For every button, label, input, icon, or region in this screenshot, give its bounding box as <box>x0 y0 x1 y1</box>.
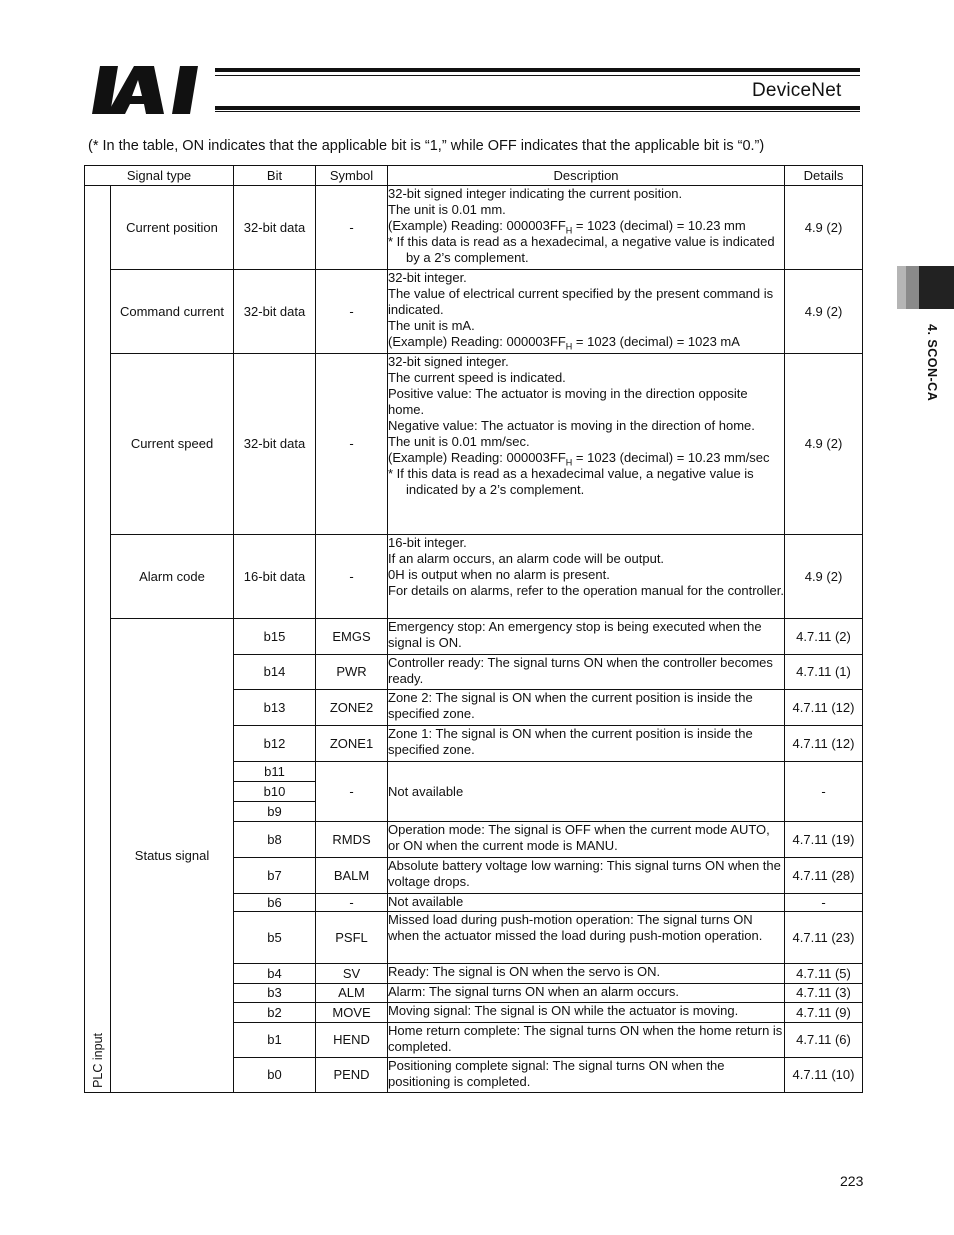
description-cell: Emergency stop: An emergency stop is being executed when the signal is ON. <box>388 619 785 655</box>
bit-cell: b5 <box>234 912 316 964</box>
description-line: The current speed is indicated. <box>388 370 566 385</box>
bit-cell: b13 <box>234 690 316 726</box>
bit-cell: b2 <box>234 1003 316 1023</box>
details-cell: 4.7.11 (10) <box>785 1058 863 1093</box>
bit-cell: b6 <box>234 894 316 912</box>
example-suffix: = 1023 (decimal) = 10.23 mm/sec <box>572 450 770 465</box>
table-row <box>85 535 863 619</box>
chapter-label: 4. SCON-CA <box>925 324 939 402</box>
signal-type-cell: Alarm code <box>111 535 234 619</box>
symbol-cell: EMGS <box>316 619 388 655</box>
details-cell: 4.9 (2) <box>785 270 863 354</box>
bit-cell: 16-bit data <box>234 535 316 619</box>
details-cell: 4.7.11 (12) <box>785 726 863 762</box>
symbol-cell: - <box>316 270 388 354</box>
description-cell: Controller ready: The signal turns ON when the controller becomes ready. <box>388 655 785 690</box>
details-cell: 4.7.11 (1) <box>785 655 863 690</box>
header-symbol: Symbol <box>316 166 388 186</box>
description-cell: Moving signal: The signal is ON while the actuator is moving. <box>388 1003 785 1023</box>
details-cell: 4.9 (2) <box>785 186 863 270</box>
details-cell: 4.7.11 (2) <box>785 619 863 655</box>
details-cell: 4.7.11 (28) <box>785 858 863 894</box>
example-prefix: (Example) Reading: 000003FF <box>388 334 566 349</box>
bit-cell: b14 <box>234 655 316 690</box>
example-prefix: (Example) Reading: 000003FF <box>388 450 566 465</box>
description-cell <box>388 186 785 270</box>
description-line: If an alarm occurs, an alarm code will be output. <box>388 551 665 566</box>
symbol-cell: BALM <box>316 858 388 894</box>
iai-logo <box>92 66 210 114</box>
details-cell: 4.7.11 (9) <box>785 1003 863 1023</box>
table-header-row <box>85 166 863 186</box>
description-cell: Absolute battery voltage low warning: This signal turns ON when the voltage drops. <box>388 858 785 894</box>
symbol-cell: PSFL <box>316 912 388 964</box>
description-line: 32-bit signed integer. <box>388 354 509 369</box>
description-cell: Zone 2: The signal is ON when the current position is inside the specified zone. <box>388 690 785 726</box>
details-cell: 4.7.11 (6) <box>785 1023 863 1058</box>
bit-cell: b10 <box>234 782 316 802</box>
description-line: Positive value: The actuator is moving in the direction opposite home. <box>388 386 748 417</box>
symbol-cell: - <box>316 762 388 822</box>
symbol-cell: ALM <box>316 984 388 1003</box>
example-line <box>388 334 784 350</box>
symbol-cell: - <box>316 894 388 912</box>
description-cell: Alarm: The signal turns ON when an alarm occurs. <box>388 984 785 1003</box>
description-line: 0H is output when no alarm is present. <box>388 567 610 582</box>
signal-table <box>84 165 863 1093</box>
description-line: 32-bit signed integer indicating the current position. <box>388 186 683 201</box>
description-cell <box>388 354 785 535</box>
description-cell: Zone 1: The signal is ON when the current position is inside the specified zone. <box>388 726 785 762</box>
signal-type-cell: Current position <box>111 186 234 270</box>
description-line: The unit is 0.01 mm/sec. <box>388 434 530 449</box>
bit-cell: b11 <box>234 762 316 782</box>
bit-cell: b0 <box>234 1058 316 1093</box>
symbol-cell: - <box>316 354 388 535</box>
header-description: Description <box>388 166 785 186</box>
description-cell: Operation mode: The signal is OFF when the current mode AUTO, or ON when the current mode is MANU. <box>388 822 785 858</box>
symbol-cell: RMDS <box>316 822 388 858</box>
bit-cell: b3 <box>234 984 316 1003</box>
description-cell: Positioning complete signal: The signal turns ON when the positioning is completed. <box>388 1058 785 1093</box>
bit-cell: b7 <box>234 858 316 894</box>
page-number: 223 <box>840 1173 864 1189</box>
header-rule-thin <box>215 75 860 76</box>
symbol-cell: SV <box>316 964 388 984</box>
symbol-cell: ZONE2 <box>316 690 388 726</box>
bit-cell: b9 <box>234 802 316 822</box>
table-row <box>85 354 863 535</box>
bit-cell: 32-bit data <box>234 270 316 354</box>
header-rule-thick <box>215 68 860 72</box>
description-cell: Missed load during push-motion operation: The signal turns ON when the actuator missed the load during push-motion operation. <box>388 912 785 964</box>
details-cell: 4.7.11 (23) <box>785 912 863 964</box>
table-row <box>85 270 863 354</box>
product-title: DeviceNet <box>752 80 842 101</box>
status-signal-cell: Status signal <box>111 619 234 1093</box>
plc-input-label: PLC input <box>90 1033 105 1088</box>
example-line <box>388 218 784 234</box>
details-cell: 4.7.11 (5) <box>785 964 863 984</box>
header-signal-type: Signal type <box>85 166 234 186</box>
table-row <box>85 619 863 655</box>
description-cell: Not available <box>388 894 785 912</box>
bit-cell: b8 <box>234 822 316 858</box>
symbol-cell: HEND <box>316 1023 388 1058</box>
symbol-cell: - <box>316 186 388 270</box>
description-line: The unit is mA. <box>388 318 475 333</box>
example-suffix: = 1023 (decimal) = 10.23 mm <box>572 218 746 233</box>
symbol-cell: MOVE <box>316 1003 388 1023</box>
description-line: 16-bit integer. <box>388 535 467 550</box>
description-line: The unit is 0.01 mm. <box>388 202 506 217</box>
description-note: * If this data is read as a hexadecimal, a negative value is indicated by a 2’s complement. <box>388 234 775 265</box>
signal-type-cell: Command current <box>111 270 234 354</box>
details-cell: 4.7.11 (12) <box>785 690 863 726</box>
symbol-cell: ZONE1 <box>316 726 388 762</box>
bit-cell: b1 <box>234 1023 316 1058</box>
header-details: Details <box>785 166 863 186</box>
hex-subscript: H <box>565 225 573 236</box>
bit-cell: 32-bit data <box>234 186 316 270</box>
details-cell: - <box>785 894 863 912</box>
description-cell <box>388 535 785 619</box>
chapter-tab-midgray <box>906 266 919 309</box>
bit-cell: 32-bit data <box>234 354 316 535</box>
description-cell: Not available <box>388 762 785 822</box>
header-bit: Bit <box>234 166 316 186</box>
bit-cell: b12 <box>234 726 316 762</box>
hex-subscript: H <box>565 341 573 352</box>
description-cell: Ready: The signal is ON when the servo is ON. <box>388 964 785 984</box>
description-line: The value of electrical current specified by the present command is indicated. <box>388 286 774 317</box>
chapter-tab-dark <box>919 266 954 309</box>
header-rule-bottom-thin <box>215 111 860 112</box>
description-note: * If this data is read as a hexadecimal value, a negative value is indicated by a 2’s complement. <box>388 466 754 497</box>
details-cell: 4.7.11 (3) <box>785 984 863 1003</box>
details-cell: 4.9 (2) <box>785 535 863 619</box>
description-cell <box>388 270 785 354</box>
details-cell: 4.9 (2) <box>785 354 863 535</box>
bit-cell: b4 <box>234 964 316 984</box>
details-cell: 4.7.11 (19) <box>785 822 863 858</box>
description-line: Negative value: The actuator is moving in the direction of home. <box>388 418 755 433</box>
example-suffix: = 1023 (decimal) = 1023 mA <box>572 334 740 349</box>
description-cell: Home return complete: The signal turns ON when the home return is completed. <box>388 1023 785 1058</box>
hex-subscript: H <box>565 457 573 468</box>
example-line <box>388 450 784 466</box>
bit-cell: b15 <box>234 619 316 655</box>
symbol-cell: PEND <box>316 1058 388 1093</box>
description-line: For details on alarms, refer to the operation manual for the controller. <box>388 583 784 598</box>
example-prefix: (Example) Reading: 000003FF <box>388 218 566 233</box>
plc-input-group <box>85 186 111 1093</box>
symbol-cell: - <box>316 535 388 619</box>
header-rule-bottom-thick <box>215 106 860 110</box>
description-line: 32-bit integer. <box>388 270 467 285</box>
table-row <box>85 186 863 270</box>
details-cell: - <box>785 762 863 822</box>
signal-type-cell: Current speed <box>111 354 234 535</box>
table-note: (* In the table, ON indicates that the applicable bit is “1,” while OFF indicates that the applicable bit is “0.”) <box>88 138 765 154</box>
symbol-cell: PWR <box>316 655 388 690</box>
